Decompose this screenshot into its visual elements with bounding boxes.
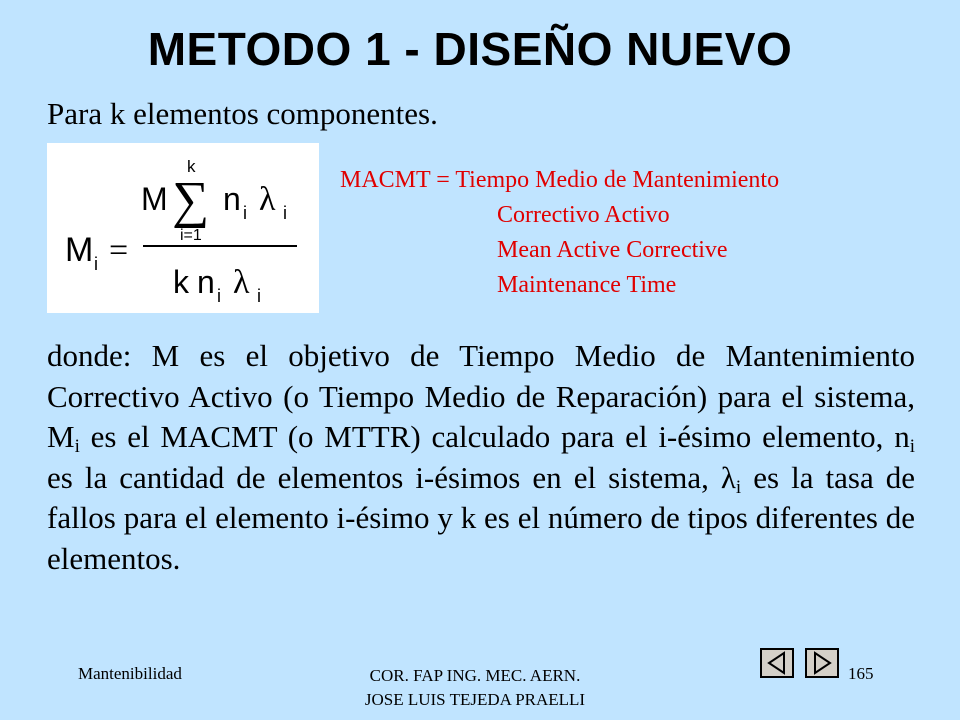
formula-num-M: M — [141, 181, 168, 217]
formula-den-n: n — [197, 264, 215, 300]
formula-den-k: k — [173, 264, 189, 300]
formula-sum-icon: ∑ — [172, 172, 210, 229]
body-part-4: es la tasa de fallos para el elemento i-ésimo y k es el número de tipos diferentes de elementos. — [47, 459, 915, 576]
formula-lhs-sub: i — [94, 254, 98, 274]
body-part-2: es el MACMT (o MTTR) calculado para el i-ésimo elemento, n — [79, 419, 910, 454]
definition-line-2: Correctivo Activo — [497, 202, 670, 228]
slide-subtitle: Para k elementos componentes. — [47, 96, 438, 131]
formula-den-lambda-sub: i — [257, 286, 261, 306]
formula-num-lambda: λ — [259, 181, 276, 218]
footer-author-line-2: JOSE LUIS TEJEDA PRAELLI — [364, 690, 586, 709]
definition-line-3: Mean Active Corrective — [497, 237, 728, 263]
next-slide-button[interactable] — [805, 648, 839, 678]
footer-course: Mantenibilidad — [78, 664, 182, 683]
arrow-right-icon — [807, 650, 837, 676]
body-sub-1: i — [74, 436, 80, 457]
formula-sum-top: k — [187, 157, 196, 176]
formula-num-lambda-sub: i — [283, 203, 287, 223]
footer-author — [330, 664, 620, 712]
body-sub-2: i — [909, 436, 915, 457]
definition-block — [340, 163, 779, 303]
formula-svg — [47, 143, 319, 313]
formula-image — [47, 143, 319, 313]
body-part-3: es la cantidad de elementos i-ésimos en el sistema, λ — [47, 459, 736, 495]
formula-den-n-sub: i — [217, 286, 221, 306]
formula-equals: = — [109, 232, 129, 269]
slide-title: METODO 1 - DISEÑO NUEVO — [147, 23, 793, 75]
formula-sum-bottom: i=1 — [180, 227, 202, 244]
body-paragraph — [47, 336, 915, 579]
page-number: 165 — [848, 664, 874, 683]
prev-slide-button[interactable] — [760, 648, 794, 678]
definition-line-4: Maintenance Time — [497, 272, 677, 298]
formula-num-n: n — [223, 181, 241, 217]
arrow-left-icon — [762, 650, 792, 676]
formula-lhs: M — [65, 231, 94, 269]
formula-den-lambda: λ — [233, 264, 250, 301]
footer-author-line-1: COR. FAP ING. MEC. AERN. — [369, 666, 581, 685]
body-sub-3: i — [735, 476, 742, 498]
body-part-1: donde: M es el objetivo de Tiempo Medio de Mantenimiento Correctivo Activo (o Tiempo Medio de Reparación) para el sistema, M — [47, 338, 915, 454]
formula-num-n-sub: i — [243, 203, 247, 223]
definition-line-1: MACMT = Tiempo Medio de Mantenimiento — [340, 167, 780, 193]
